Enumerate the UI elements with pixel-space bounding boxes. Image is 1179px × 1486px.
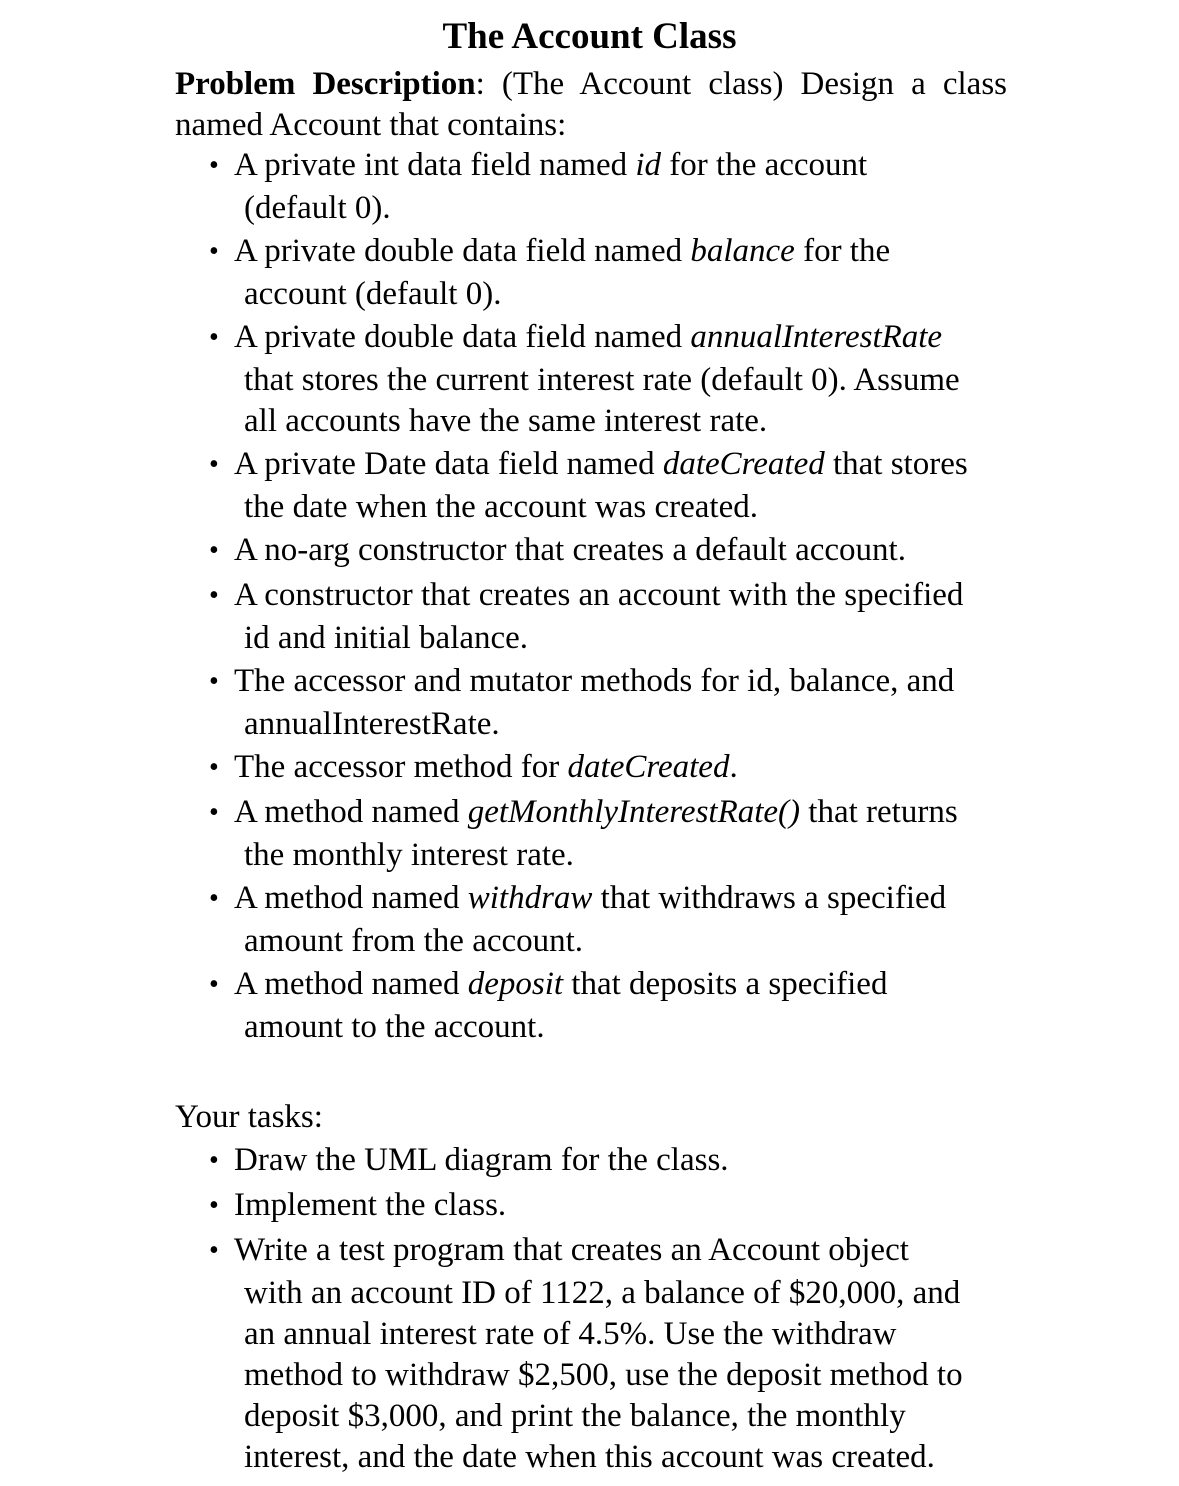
problem-description-label: Problem Description [175, 66, 476, 102]
bullet-icon: • [209, 580, 219, 611]
tasks-list [0, 1138, 1179, 1478]
bullet-text-continuation: method to withdraw $2,500, use the deposit method to [244, 1357, 963, 1393]
bullet-icon: • [209, 236, 219, 267]
bullet-icon: • [209, 797, 219, 828]
bullet-text: A private Date data field named dateCreated that stores [234, 446, 968, 482]
requirements-list [0, 143, 1179, 1048]
bullet-text-continuation: that stores the current interest rate (default 0). Assume [244, 362, 960, 398]
bullet-icon: • [209, 1145, 219, 1176]
identifier: withdraw [467, 880, 593, 916]
requirement-item [0, 315, 1179, 442]
identifier: dateCreated [567, 749, 730, 785]
bullet-text: The accessor and mutator methods for id, balance, and [234, 663, 955, 699]
task-item [0, 1138, 1179, 1183]
bullet-text-continuation: an annual interest rate of 4.5%. Use the withdraw [244, 1316, 897, 1352]
bullet-text: Implement the class. [234, 1187, 507, 1223]
requirement-item [0, 745, 1179, 790]
bullet-text-continuation: with an account ID of 1122, a balance of $20,000, and [244, 1275, 961, 1311]
requirement-item [0, 143, 1179, 229]
bullet-text-continuation: deposit $3,000, and print the balance, the monthly [244, 1398, 906, 1434]
tasks-heading: Your tasks: [175, 1099, 323, 1135]
identifier: balance [690, 233, 795, 269]
requirement-item [0, 962, 1179, 1048]
bullet-text: A method named withdraw that withdraws a specified [234, 880, 947, 916]
bullet-icon: • [209, 449, 219, 480]
bullet-icon: • [209, 1235, 219, 1266]
bullet-text-continuation: all accounts have the same interest rate. [244, 403, 768, 439]
requirement-item [0, 573, 1179, 659]
identifier: getMonthlyInterestRate() [467, 794, 801, 830]
requirement-item [0, 442, 1179, 528]
bullet-text: A private double data field named balance for the [234, 233, 891, 269]
problem-description-text: : (The Account class) Design a class named Account that contains: [175, 66, 1008, 143]
bullet-text: Write a test program that creates an Account object [234, 1232, 909, 1268]
bullet-text: A private double data field named annualInterestRate [234, 319, 943, 355]
bullet-text-continuation: amount to the account. [244, 1009, 545, 1045]
requirement-item [0, 659, 1179, 745]
bullet-icon: • [209, 150, 219, 181]
bullet-icon: • [209, 883, 219, 914]
bullet-text-continuation: the monthly interest rate. [244, 837, 574, 873]
bullet-text-continuation: id and initial balance. [244, 620, 529, 656]
requirement-item [0, 528, 1179, 573]
page-title: The Account Class [442, 16, 737, 57]
bullet-text: A constructor that creates an account with the specified [234, 577, 964, 613]
bullet-text: Draw the UML diagram for the class. [234, 1142, 729, 1178]
identifier: id [635, 147, 662, 183]
requirement-item [0, 229, 1179, 315]
bullet-icon: • [209, 752, 219, 783]
bullet-text: The accessor method for dateCreated. [234, 749, 738, 785]
bullet-text-continuation: interest, and the date when this account was created. [244, 1439, 935, 1475]
bullet-text: A no-arg constructor that creates a default account. [234, 532, 906, 568]
bullet-text-continuation: the date when the account was created. [244, 489, 758, 525]
bullet-text-continuation: account (default 0). [244, 276, 502, 312]
bullet-icon: • [209, 322, 219, 353]
task-item [0, 1228, 1179, 1478]
identifier: dateCreated [662, 446, 825, 482]
bullet-icon: • [209, 969, 219, 1000]
bullet-text: A private int data field named id for the account [234, 147, 868, 183]
bullet-text: A method named getMonthlyInterestRate() that returns [234, 794, 958, 830]
requirement-item [0, 876, 1179, 962]
bullet-text-continuation: annualInterestRate. [244, 706, 500, 742]
bullet-icon: • [209, 1190, 219, 1221]
bullet-icon: • [209, 666, 219, 697]
bullet-text-continuation: amount from the account. [244, 923, 584, 959]
bullet-text-continuation: (default 0). [244, 190, 391, 226]
identifier: annualInterestRate [690, 319, 943, 355]
problem-description [175, 64, 1007, 146]
bullet-icon: • [209, 535, 219, 566]
bullet-text: A method named deposit that deposits a specified [234, 966, 888, 1002]
requirement-item [0, 790, 1179, 876]
task-item [0, 1183, 1179, 1228]
identifier: deposit [467, 966, 564, 1002]
